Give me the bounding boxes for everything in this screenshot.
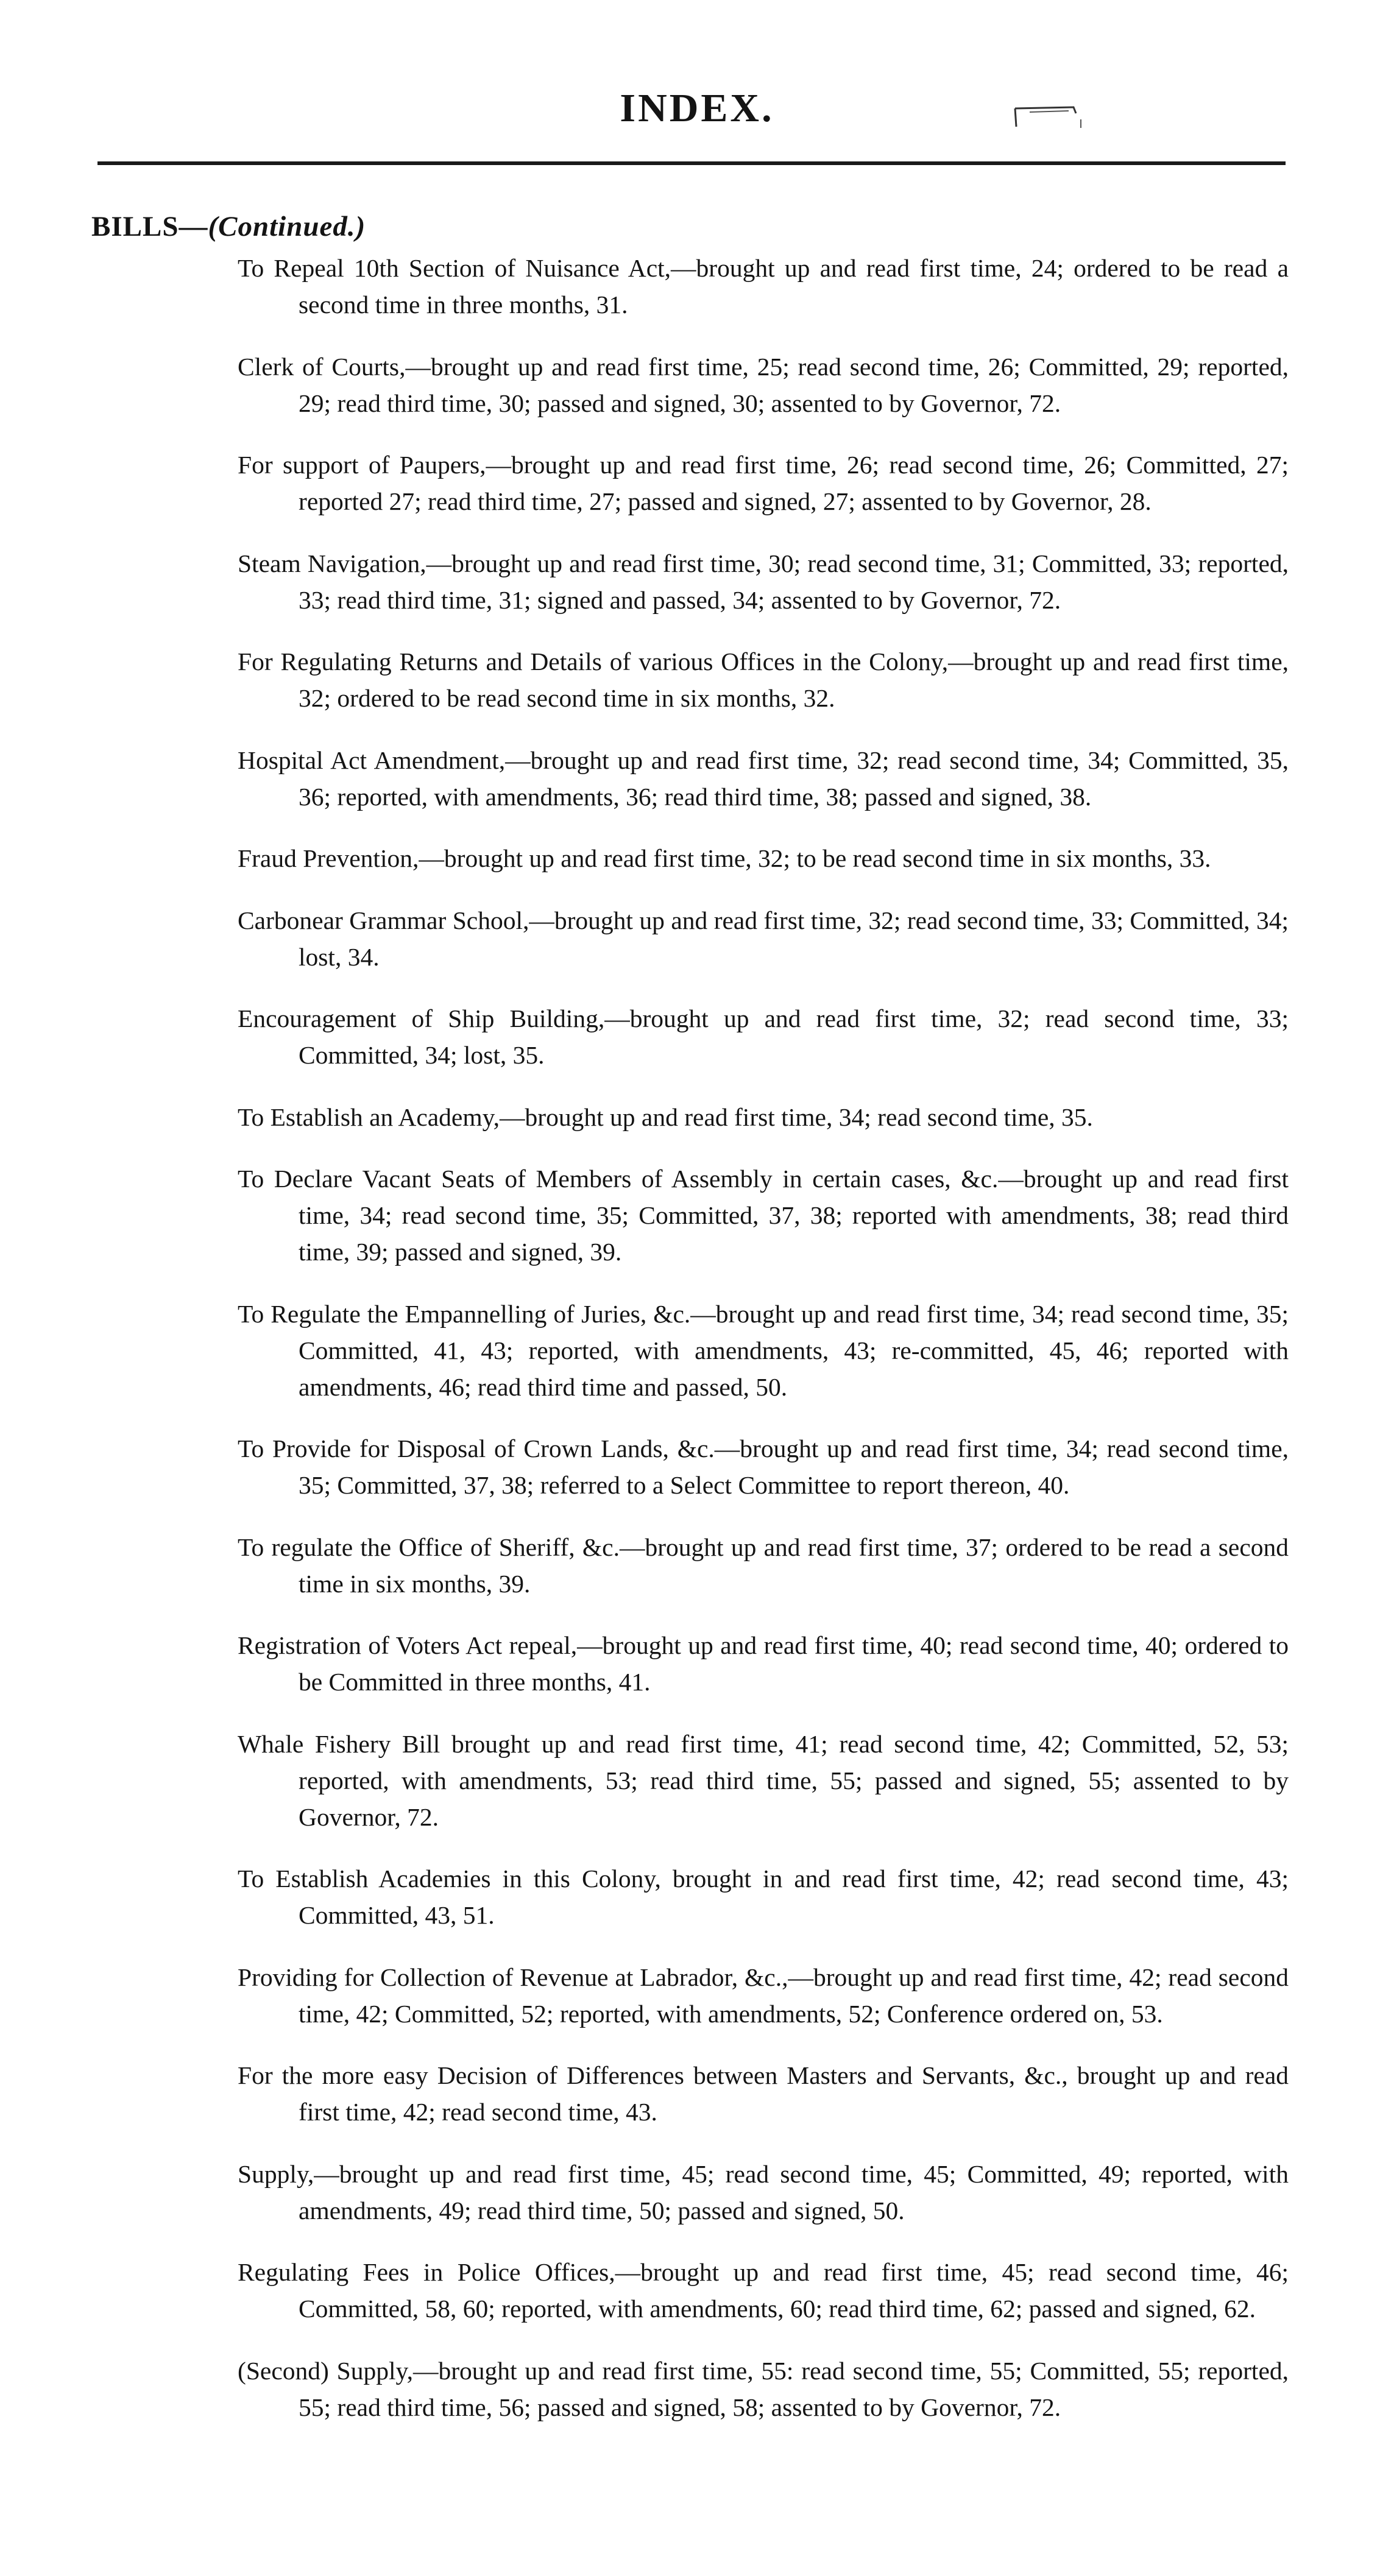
bill-entry: Regulating Fees in Police Offices,—brought up and read first time, 45; read second time, 46; Committed, 58, 60; reported, with amendments, 60; read third time, 62; passed and signed, 62. (238, 2258, 1289, 2323)
bill-entry: Encouragement of Ship Building,—brought up and read first time, 32; read second time, 33; Committed, 34; lost, 35. (238, 1004, 1289, 1069)
bill-entry: For Regulating Returns and Details of various Offices in the Colony,—brought up and read first time, 32; ordered to be read second time in six months, 32. (238, 648, 1289, 712)
bill-entry: Whale Fishery Bill brought up and read first time, 41; read second time, 42; Committed, 52, 53; reported, with amendments, 53; read third time, 55; passed and signed, 55; assented to by Governor, 72. (238, 1729, 1289, 1831)
bill-entry: Registration of Voters Act repeal,—brought up and read first time, 40; read second time, 40; ordered to be Committed in three months, 41. (238, 1631, 1289, 1696)
section-heading (91, 210, 366, 243)
bill-entry: To Establish Academies in this Colony, brought in and read first time, 42; read second time, 43; Committed, 43, 51. (238, 1865, 1289, 1929)
bill-entry: Clerk of Courts,—brought up and read first time, 25; read second time, 26; Committed, 29; reported, 29; read third time, 30; passed and signed, 30; assented to by Governor, 72. (238, 352, 1289, 417)
corner-mark-icon (1013, 105, 1091, 129)
bill-entry: To regulate the Office of Sheriff, &c.—brought up and read first time, 37; ordered to be read a second time in six months, 39. (238, 1533, 1289, 1598)
bill-entry: To Repeal 10th Section of Nuisance Act,—brought up and read first time, 24; ordered to be read a second time in three months, 31. (238, 254, 1289, 319)
bill-entry: To Provide for Disposal of Crown Lands, &c.—brought up and read first time, 34; read second time, 35; Committed, 37, 38; referred to a Select Committee to report thereon, 40. (238, 1434, 1289, 1499)
page-title: INDEX. (620, 86, 774, 130)
bill-entry: Supply,—brought up and read first time, 45; read second time, 45; Committed, 49; reported, with amendments, 49; read third time, 50; passed and signed, 50. (238, 2159, 1289, 2225)
section-heading-label: BILLS— (91, 211, 208, 242)
bill-entry: Hospital Act Amendment,—brought up and read first time, 32; read second time, 34; Committed, 35, 36; reported, with amendments, 36; read third time, 38; passed and signed, 38. (238, 746, 1289, 811)
bill-entry: Fraud Prevention,—brought up and read first time, 32; to be read second time in six months, 33. (238, 844, 1211, 872)
header-divider (97, 161, 1286, 165)
bill-entry: For support of Paupers,—brought up and read first time, 26; read second time, 26; Committed, 27; reported 27; read third time, 27; passed and signed, 27; assented to by Governor, 28. (238, 451, 1289, 515)
bill-entry: Providing for Collection of Revenue at Labrador, &c.,—brought up and read first time, 42; read second time, 42; Committed, 52; reported, with amendments, 52; Conference ordered on, 53. (238, 1963, 1289, 2028)
bill-entry: For the more easy Decision of Differences between Masters and Servants, &c., brought up and read first time, 42; read second time, 43. (238, 2061, 1289, 2126)
continued-label: (Continued.) (208, 211, 366, 242)
bill-entry: (Second) Supply,—brought up and read first time, 55: read second time, 55; Committed, 55; reported, 55; read third time, 56; passed and signed, 58; assented to by Governor, 72. (238, 2356, 1289, 2421)
bill-entry: To Establish an Academy,—brought up and read first time, 34; read second time, 35. (238, 1103, 1093, 1131)
bill-entry: Steam Navigation,—brought up and read first time, 30; read second time, 31; Committed, 33; reported, 33; read third time, 31; signed and passed, 34; assented to by Governor, 72. (238, 549, 1289, 614)
bill-entry-list (238, 250, 1289, 2435)
bill-entry: To Regulate the Empannelling of Juries, &c.—brought up and read first time, 34; read second time, 35; Committed, 41, 43; reported, with amendments, 43; re-committed, 45, 46; reported with amendments, 46; read third time and passed, 50. (238, 1299, 1289, 1401)
bill-entry: Carbonear Grammar School,—brought up and read first time, 32; read second time, 33; Committed, 34; lost, 34. (238, 906, 1289, 971)
bill-entry: To Declare Vacant Seats of Members of Assembly in certain cases, &c.—brought up and read first time, 34; read second time, 35; Committed, 37, 38; reported with amendments, 38; read third time, 39; passed and signed, 39. (238, 1165, 1289, 1266)
